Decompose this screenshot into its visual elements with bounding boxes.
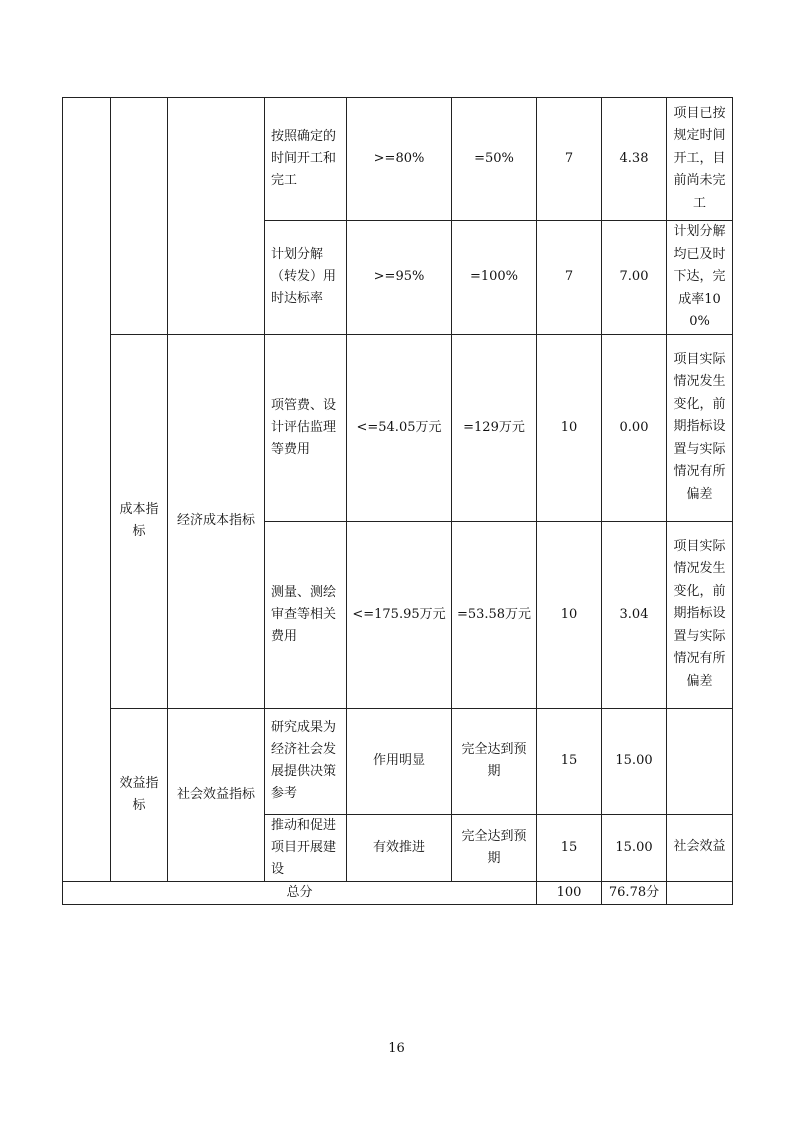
indicator-cell: 研究成果为经济社会发展提供决策参考 bbox=[265, 708, 347, 814]
target-value-cell: 作用明显 bbox=[347, 708, 452, 814]
actual-value-cell: 完全达到预期 bbox=[452, 708, 537, 814]
actual-value-cell: =50% bbox=[452, 98, 537, 221]
total-row bbox=[63, 881, 733, 904]
table-row bbox=[63, 708, 733, 814]
remark-cell: 社会效益 bbox=[667, 814, 733, 881]
level3-cell bbox=[168, 98, 265, 335]
weight-cell: 10 bbox=[537, 521, 602, 708]
table-row bbox=[63, 334, 733, 521]
performance-table bbox=[62, 97, 733, 905]
weight-cell: 10 bbox=[537, 334, 602, 521]
total-remark-cell bbox=[667, 881, 733, 904]
level3-cell: 社会效益指标 bbox=[168, 708, 265, 881]
indicator-cell: 推动和促进项目开展建设 bbox=[265, 814, 347, 881]
table-row bbox=[63, 98, 733, 221]
total-weight-cell: 100 bbox=[537, 881, 602, 904]
weight-cell: 15 bbox=[537, 708, 602, 814]
remark-cell: 项目已按规定时间开工，目前尚未完工 bbox=[667, 98, 733, 221]
actual-value-cell: =53.58万元 bbox=[452, 521, 537, 708]
weight-cell: 7 bbox=[537, 221, 602, 335]
target-value-cell: >=95% bbox=[347, 221, 452, 335]
level1-cell bbox=[63, 98, 111, 882]
target-value-cell: 有效推进 bbox=[347, 814, 452, 881]
level2-cell bbox=[111, 98, 168, 335]
target-value-cell: <=54.05万元 bbox=[347, 334, 452, 521]
score-cell: 15.00 bbox=[602, 814, 667, 881]
total-score-cell: 76.78分 bbox=[602, 881, 667, 904]
indicator-cell: 按照确定的时间开工和完工 bbox=[265, 98, 347, 221]
remark-cell bbox=[667, 708, 733, 814]
level2-cell: 效益指标 bbox=[111, 708, 168, 881]
page-number: 16 bbox=[388, 1041, 405, 1056]
target-value-cell: <=175.95万元 bbox=[347, 521, 452, 708]
actual-value-cell: =100% bbox=[452, 221, 537, 335]
actual-value-cell: =129万元 bbox=[452, 334, 537, 521]
total-label-cell: 总分 bbox=[63, 881, 537, 904]
actual-value-cell: 完全达到预期 bbox=[452, 814, 537, 881]
indicator-cell: 计划分解（转发）用时达标率 bbox=[265, 221, 347, 335]
score-cell: 0.00 bbox=[602, 334, 667, 521]
level3-cell: 经济成本指标 bbox=[168, 334, 265, 708]
remark-cell: 项目实际情况发生变化，前期指标设置与实际情况有所偏差 bbox=[667, 334, 733, 521]
level2-cell: 成本指标 bbox=[111, 334, 168, 708]
score-cell: 15.00 bbox=[602, 708, 667, 814]
remark-cell: 项目实际情况发生变化，前期指标设置与实际情况有所偏差 bbox=[667, 521, 733, 708]
indicator-cell: 项管费、设计评估监理等费用 bbox=[265, 334, 347, 521]
target-value-cell: >=80% bbox=[347, 98, 452, 221]
remark-cell: 计划分解均已及时下达，完成率100% bbox=[667, 221, 733, 335]
indicator-cell: 测量、测绘审查等相关费用 bbox=[265, 521, 347, 708]
weight-cell: 7 bbox=[537, 98, 602, 221]
weight-cell: 15 bbox=[537, 814, 602, 881]
score-cell: 4.38 bbox=[602, 98, 667, 221]
score-cell: 3.04 bbox=[602, 521, 667, 708]
score-cell: 7.00 bbox=[602, 221, 667, 335]
